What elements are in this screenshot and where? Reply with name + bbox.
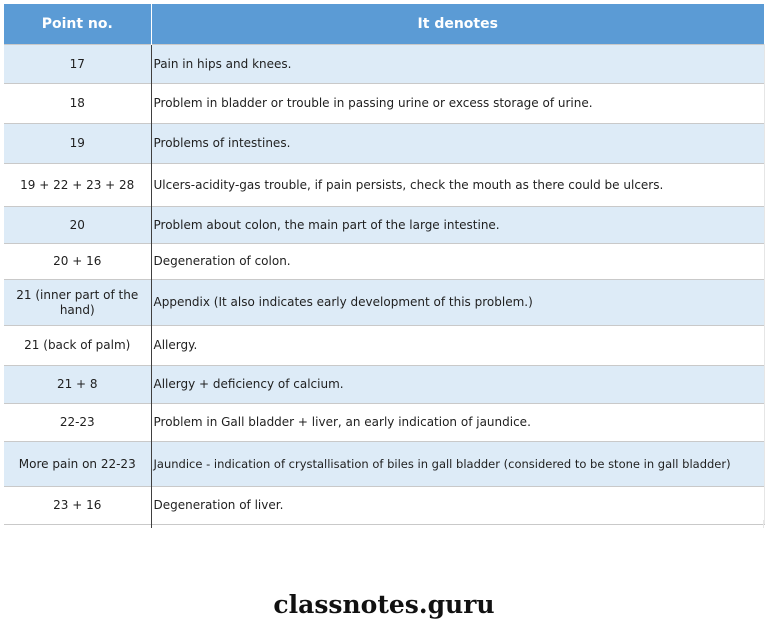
denotes-cell: Degeneration of colon. <box>151 244 764 280</box>
table-row <box>4 280 764 326</box>
point-table <box>4 4 765 525</box>
table-edge-tail <box>763 520 764 528</box>
table-row <box>4 244 764 280</box>
site-watermark: classnotes.guru <box>273 590 495 619</box>
table-row <box>4 124 764 164</box>
point-cell: 19 <box>4 124 151 164</box>
header-point-no: Point no. <box>4 4 151 45</box>
point-cell: 21 (inner part of the hand) <box>4 280 151 326</box>
table-row <box>4 487 764 525</box>
point-cell: 22-23 <box>4 404 151 442</box>
table-row <box>4 164 764 207</box>
point-cell: 18 <box>4 84 151 124</box>
table-row <box>4 45 764 84</box>
point-table-container <box>4 4 764 525</box>
table-row <box>4 442 764 487</box>
point-cell: 20 + 16 <box>4 244 151 280</box>
denotes-cell: Problems of intestines. <box>151 124 764 164</box>
point-cell: More pain on 22-23 <box>4 442 151 487</box>
denotes-cell: Allergy + deficiency of calcium. <box>151 366 764 404</box>
table-row <box>4 207 764 244</box>
table-row <box>4 366 764 404</box>
point-cell: 21 + 8 <box>4 366 151 404</box>
header-it-denotes: It denotes <box>151 4 764 45</box>
denotes-cell: Pain in hips and knees. <box>151 45 764 84</box>
denotes-cell: Jaundice - indication of crystallisation of biles in gall bladder (considered to be stone in gall bladder) <box>151 442 764 487</box>
denotes-cell: Problem in Gall bladder + liver, an early indication of jaundice. <box>151 404 764 442</box>
denotes-cell: Ulcers-acidity-gas trouble, if pain persists, check the mouth as there could be ulcers. <box>151 164 764 207</box>
point-cell: 19 + 22 + 23 + 28 <box>4 164 151 207</box>
table-row <box>4 84 764 124</box>
table-row <box>4 404 764 442</box>
table-divider-tail <box>151 520 152 528</box>
point-cell: 21 (back of palm) <box>4 326 151 366</box>
denotes-cell: Problem about colon, the main part of the large intestine. <box>151 207 764 244</box>
denotes-cell: Degeneration of liver. <box>151 487 764 525</box>
denotes-cell: Allergy. <box>151 326 764 366</box>
denotes-cell: Appendix (It also indicates early development of this problem.) <box>151 280 764 326</box>
table-row <box>4 326 764 366</box>
point-cell: 17 <box>4 45 151 84</box>
denotes-cell: Problem in bladder or trouble in passing urine or excess storage of urine. <box>151 84 764 124</box>
table-header-row <box>4 4 764 45</box>
point-cell: 20 <box>4 207 151 244</box>
point-cell: 23 + 16 <box>4 487 151 525</box>
